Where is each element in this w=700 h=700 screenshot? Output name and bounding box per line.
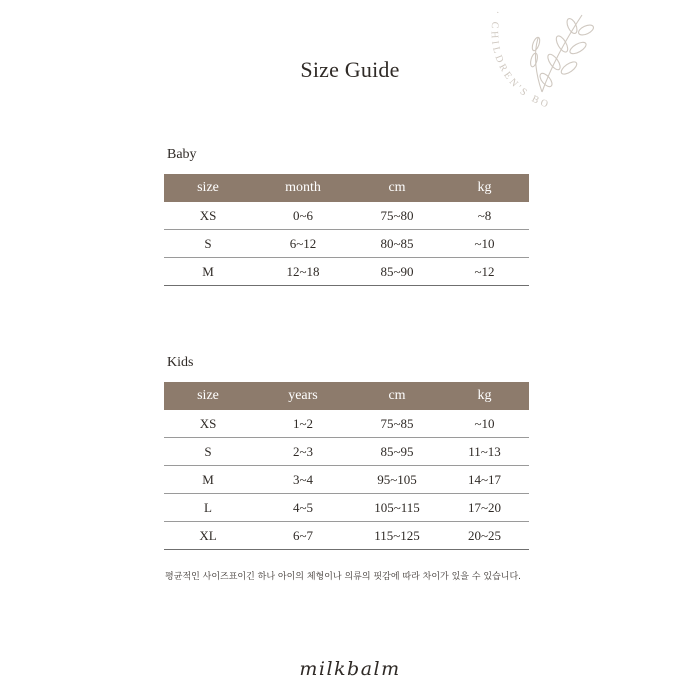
header-cm: cm: [354, 174, 440, 202]
header-kg: kg: [440, 382, 529, 410]
size-disclaimer-note: 평균적인 사이즈표이긴 하나 아이의 체형이나 의류의 핏감에 따라 차이가 있을 수 있습니다.: [165, 572, 522, 582]
kids-size-table: [164, 382, 529, 550]
table-cell: 85~95: [354, 438, 440, 466]
table-cell: XS: [164, 410, 252, 438]
table-cell: 6~12: [252, 230, 354, 258]
table-cell: L: [164, 494, 252, 522]
kids-section-label: Kids: [167, 355, 194, 370]
table-cell: S: [164, 230, 252, 258]
header-kg: kg: [440, 174, 529, 202]
table-cell: XS: [164, 202, 252, 230]
header-month: month: [252, 174, 354, 202]
table-row: [164, 258, 529, 286]
table-cell: S: [164, 438, 252, 466]
table-row: [164, 494, 529, 522]
table-cell: 14~17: [440, 466, 529, 494]
table-cell: 95~105: [354, 466, 440, 494]
table-row: [164, 230, 529, 258]
logo-arc-text: · CHILDREN'S BO: [488, 9, 553, 112]
table-cell: M: [164, 466, 252, 494]
table-cell: 20~25: [440, 522, 529, 550]
table-cell: M: [164, 258, 252, 286]
table-row: [164, 466, 529, 494]
table-cell: 17~20: [440, 494, 529, 522]
table-cell: 1~2: [252, 410, 354, 438]
table-cell: 0~6: [252, 202, 354, 230]
table-header-row: [164, 174, 529, 202]
table-cell: 12~18: [252, 258, 354, 286]
table-cell: 4~5: [252, 494, 354, 522]
table-row: [164, 410, 529, 438]
header-size: size: [164, 382, 252, 410]
table-cell: ~8: [440, 202, 529, 230]
table-cell: 3~4: [252, 466, 354, 494]
table-row: [164, 202, 529, 230]
table-cell: 11~13: [440, 438, 529, 466]
table-cell: ~10: [440, 410, 529, 438]
table-row: [164, 438, 529, 466]
brand-wordmark: milkbalm: [299, 658, 401, 680]
table-row: [164, 522, 529, 550]
table-cell: 6~7: [252, 522, 354, 550]
header-size: size: [164, 174, 252, 202]
table-cell: 75~85: [354, 410, 440, 438]
header-years: years: [252, 382, 354, 410]
table-cell: 85~90: [354, 258, 440, 286]
page-title: Size Guide: [300, 57, 400, 82]
table-cell: XL: [164, 522, 252, 550]
baby-size-table: [164, 174, 529, 286]
table-header-row: [164, 382, 529, 410]
table-cell: 115~125: [354, 522, 440, 550]
baby-section-label: Baby: [167, 147, 197, 162]
table-cell: 80~85: [354, 230, 440, 258]
table-cell: 105~115: [354, 494, 440, 522]
header-cm: cm: [354, 382, 440, 410]
table-cell: 2~3: [252, 438, 354, 466]
table-cell: ~12: [440, 258, 529, 286]
table-cell: ~10: [440, 230, 529, 258]
table-cell: 75~80: [354, 202, 440, 230]
